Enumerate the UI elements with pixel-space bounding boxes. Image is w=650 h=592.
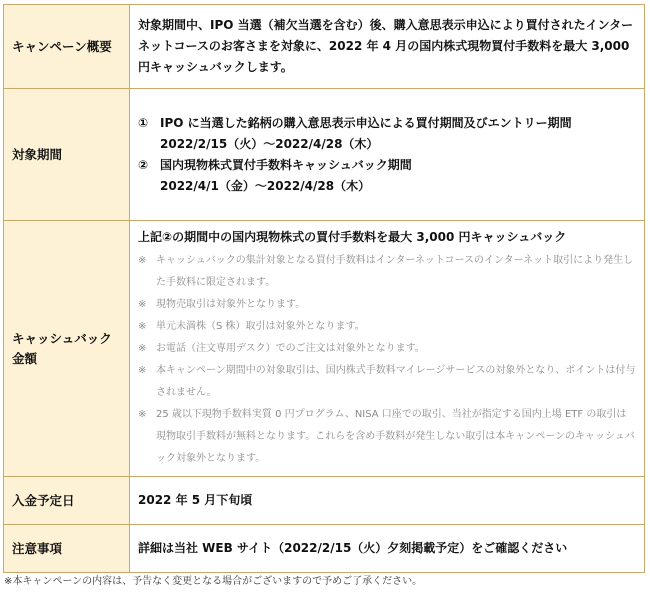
period-item-1: ① IPO に当選した銘柄の購入意思表示申込による買付期間及びエントリー期間 [138, 115, 572, 130]
row-cashback [4, 221, 645, 477]
cashback-note: ※ 25 歳以下現物手数料実質 0 円プログラム、NISA 口座での取引、当社が指定する国内上場 ETF の取引は現物取引手数料が無料となります。これらを含め手数料が発生しない取引は本キャンペーンのキャッシュバック対象外となります。 [138, 409, 635, 464]
row-period [4, 89, 645, 221]
notice-text: 詳細は当社 WEB サイト（2022/2/15（火）夕刻掲載予定）をご確認ください [130, 525, 645, 573]
cashback-note: ※ キャッシュバックの集計対象となる買付手数料はインターネットコースのインターネット取引により発生した手数料に限定されます。 [138, 255, 634, 288]
period-item-2: ② 国内現物株式買付手数料キャッシュバック期間 [138, 157, 412, 172]
deposit-text: 2022 年 5 月下旬頃 [130, 477, 645, 525]
cashback-note: ※ お電話（注文専用デスク）でのご注文は対象外となります。 [138, 343, 425, 354]
cashback-note: ※ 単元未満株（S 株）取引は対象外となります。 [138, 321, 365, 332]
label-notice: 注意事項 [4, 525, 130, 573]
row-notice [4, 525, 645, 573]
label-deposit: 入金予定日 [4, 477, 130, 525]
row-deposit [4, 477, 645, 525]
label-period: 対象期間 [4, 89, 130, 221]
cashback-content [130, 221, 645, 477]
campaign-table [3, 4, 645, 573]
label-overview: キャンペーン概要 [4, 5, 130, 89]
cashback-note: ※ 本キャンペーン期間中の対象取引は、国内株式手数料マイレージサービスの対象外となり、ポイントは付与されません。 [138, 365, 636, 398]
period-date-2: 2022/4/1（金）～2022/4/28（木） [160, 178, 371, 193]
cashback-note: ※ 現物売取引は対象外となります。 [138, 299, 306, 310]
label-cashback: キャッシュバック金額 [4, 221, 130, 477]
period-date-1: 2022/2/15（火）～2022/4/28（木） [160, 136, 379, 151]
row-overview [4, 5, 645, 89]
cashback-headline: 上記②の期間中の国内現物株式の買付手数料を最大 3,000 円キャッシュバック [138, 230, 567, 244]
overview-text: 対象期間中、IPO 当選（補欠当選を含む）後、購入意思表示申込により買付されたインターネットコースのお客さまを対象に、2022 年 4 月の国内株式現物買付手数料を最大 3,000 円キャッシュバックします。 [130, 5, 645, 89]
period-content [130, 89, 645, 221]
footer-note: ※本キャンペーンの内容は、予告なく変更となる場合がございますので予めご了承ください。 [4, 576, 423, 587]
